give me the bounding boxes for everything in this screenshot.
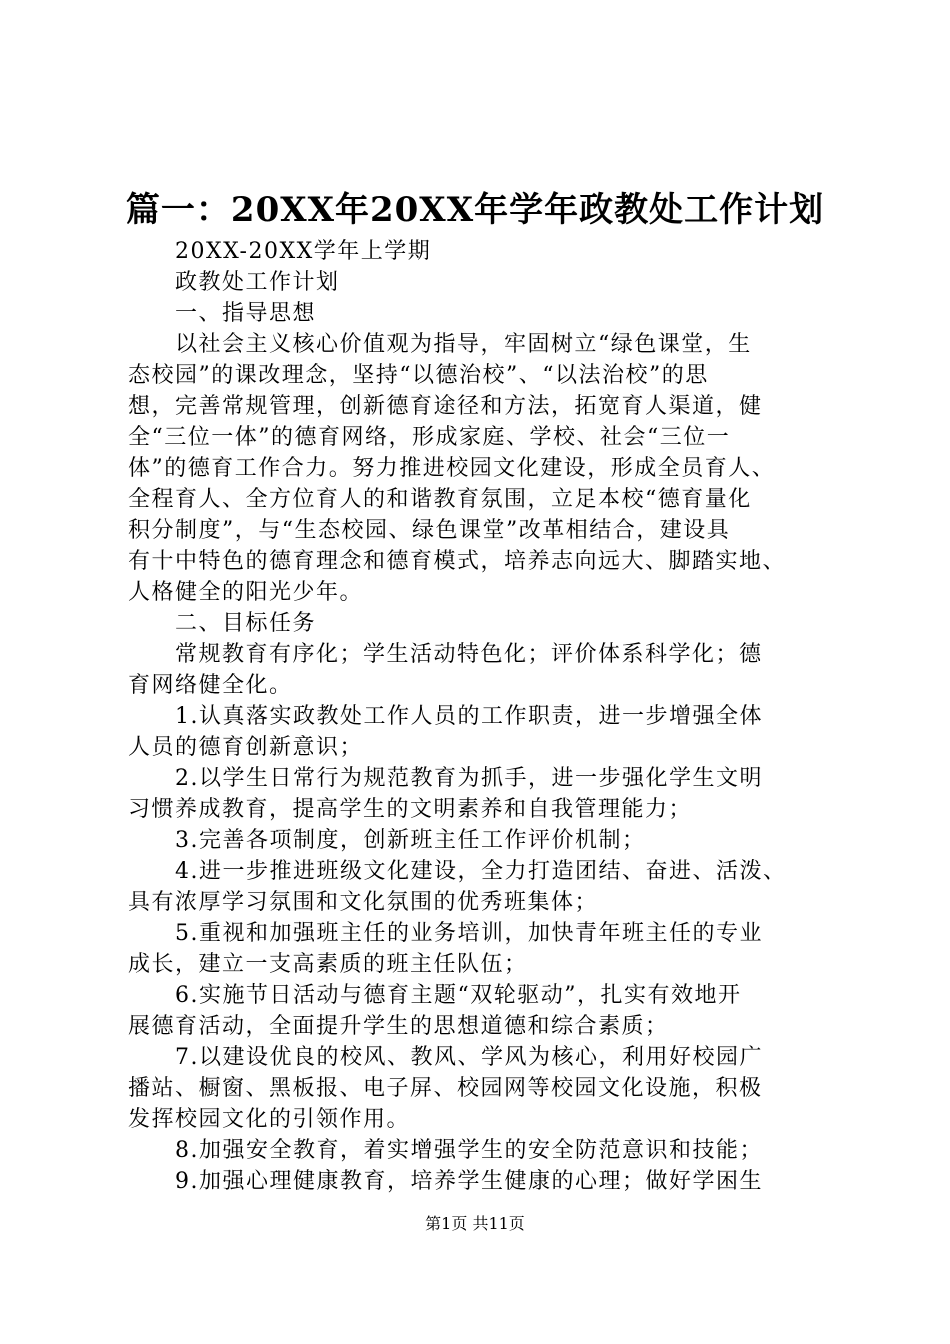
text-line: 常规教育有序化；学生活动特色化；评价体系科学化；德: [128, 642, 763, 667]
text-line: 7.以建设优良的校风、教风、学风为核心，利用好校园广: [128, 1045, 763, 1070]
text-line: 育网络健全化。: [128, 673, 293, 698]
text-line: 4.进一步推进班级文化建设，全力打造团结、奋进、活泼、: [128, 859, 787, 884]
text-line: 全程育人、全方位育人的和谐教育氛围，立足本校“德育量化: [128, 487, 752, 512]
text-line: 人格健全的阳光少年。: [128, 580, 364, 605]
document-body: [128, 236, 832, 1197]
text-line: 具有浓厚学习氛围和文化氛围的优秀班集体；: [128, 890, 599, 915]
text-line: 体”的德育工作合力。努力推进校园文化建设，形成全员育人、: [128, 456, 776, 481]
text-line: 一、指导思想: [128, 301, 317, 326]
text-line: 2.以学生日常行为规范教育为抓手，进一步强化学生文明: [128, 766, 763, 791]
text-line: 以社会主义核心价值观为指导，牢固树立“绿色课堂，生: [128, 332, 752, 357]
text-line: 态校园”的课改理念，坚持“以德治校”、“以法治校”的思: [128, 363, 709, 388]
text-line: 有十中特色的德育理念和德育模式，培养志向远大、脚踏实地、: [128, 549, 787, 574]
page-footer: 第1页 共11页: [425, 1214, 525, 1233]
text-line: 8.加强安全教育，着实增强学生的安全防范意识和技能；: [128, 1138, 763, 1163]
text-line: 成长，建立一支高素质的班主任队伍；: [128, 952, 528, 977]
text-line: 3.完善各项制度，创新班主任工作评价机制；: [128, 828, 646, 853]
text-line: 想，完善常规管理，创新德育途径和方法，拓宽育人渠道，健: [128, 394, 763, 419]
text-line: 全“三位一体”的德育网络，形成家庭、学校、社会“三位一: [128, 425, 731, 450]
text-line: 二、目标任务: [128, 611, 317, 636]
text-line: 展德育活动，全面提升学生的思想道德和综合素质；: [128, 1014, 669, 1039]
text-line: 习惯养成教育，提高学生的文明素养和自我管理能力；: [128, 797, 693, 822]
text-line: 播站、橱窗、黑板报、电子屏、校园网等校园文化设施，积极: [128, 1076, 763, 1101]
text-line: 20XX-20XX学年上学期: [128, 239, 432, 264]
text-line: 6.实施节日活动与德育主题“双轮驱动”，扎实有效地开: [128, 983, 742, 1008]
page-title: 篇一：20XX年20XX年学年政教处工作计划: [125, 190, 825, 230]
text-line: 发挥校园文化的引领作用。: [128, 1107, 411, 1132]
text-line: 积分制度”，与“生态校园、绿色课堂”改革相结合，建设具: [128, 518, 731, 543]
text-line: 政教处工作计划: [128, 270, 340, 295]
text-line: 人员的德育创新意识；: [128, 735, 364, 760]
text-line: 9.加强心理健康教育，培养学生健康的心理；做好学困生: [128, 1169, 763, 1194]
text-line: 1.认真落实政教处工作人员的工作职责，进一步增强全体: [128, 704, 763, 729]
text-line: 5.重视和加强班主任的业务培训，加快青年班主任的专业: [128, 921, 763, 946]
